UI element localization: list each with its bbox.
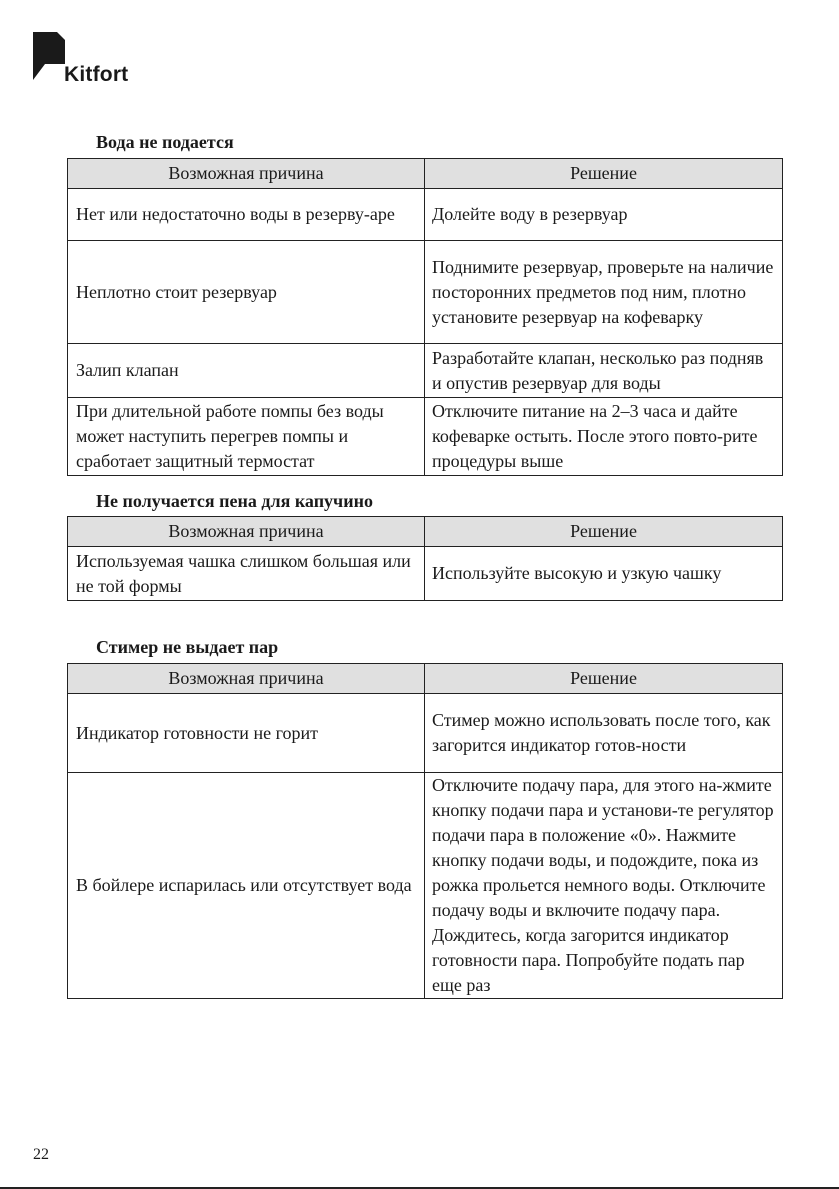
table-row xyxy=(68,398,783,476)
solution-cell: Долейте воду в резервуар xyxy=(425,189,783,241)
table-row xyxy=(68,547,783,601)
header-cause: Возможная причина xyxy=(68,664,425,694)
troubleshooting-table-no-water xyxy=(67,158,783,476)
cause-cell: В бойлере испарилась или отсутствует вода xyxy=(68,773,425,999)
table-row xyxy=(68,773,783,999)
kitfort-logo xyxy=(31,30,141,88)
header-solution: Решение xyxy=(425,159,783,189)
table-header-row xyxy=(68,159,783,189)
table-row xyxy=(68,344,783,398)
solution-cell: Отключите питание на 2–3 часа и дайте кофеварке остыть. После этого повто-рите процедуры выше xyxy=(425,398,783,476)
table-row xyxy=(68,694,783,773)
section-title-no-water: Вода не подается xyxy=(96,132,234,152)
section-title-no-steam: Стимер не выдает пар xyxy=(96,637,279,657)
table-row xyxy=(68,241,783,344)
cause-cell: При длительной работе помпы без воды может наступить перегрев помпы и сработает защитный термостат xyxy=(68,398,425,476)
header-cause: Возможная причина xyxy=(68,517,425,547)
header-solution: Решение xyxy=(425,664,783,694)
cause-cell: Залип клапан xyxy=(68,344,425,398)
header-solution: Решение xyxy=(425,517,783,547)
cause-cell: Используемая чашка слишком большая или не той формы xyxy=(68,547,425,601)
page-number: 22 xyxy=(33,1146,49,1163)
troubleshooting-table-no-steam xyxy=(67,663,783,999)
solution-cell: Отключите подачу пара, для этого на-жмите кнопку подачи пара и установи-те регулятор подачи пара в положение «0». Нажмите кнопку подачи воды, и подождите, пока из рожка прольется немного воды. Отключите подачу воды и включите подачу пара. Дождитесь, когда загорится индикатор готовности пара. Попробуйте подать пар еще раз xyxy=(425,773,783,999)
solution-cell: Стимер можно использовать после того, как загорится индикатор готов-ности xyxy=(425,694,783,773)
table-header-row xyxy=(68,517,783,547)
cause-cell: Индикатор готовности не горит xyxy=(68,694,425,773)
solution-cell: Разработайте клапан, несколько раз подняв и опустив резервуар для воды xyxy=(425,344,783,398)
solution-cell: Используйте высокую и узкую чашку xyxy=(425,547,783,601)
solution-cell: Поднимите резервуар, проверьте на наличие посторонних предметов под ним, плотно установите резервуар на кофеварку xyxy=(425,241,783,344)
table-header-row xyxy=(68,664,783,694)
header-cause: Возможная причина xyxy=(68,159,425,189)
section-title-no-foam: Не получается пена для капучино xyxy=(96,491,373,511)
cause-cell: Нет или недостаточно воды в резерву-аре xyxy=(68,189,425,241)
logo-text: Kitfort xyxy=(64,63,129,86)
cause-cell: Неплотно стоит резервуар xyxy=(68,241,425,344)
table-row xyxy=(68,189,783,241)
troubleshooting-table-no-foam xyxy=(67,516,783,601)
